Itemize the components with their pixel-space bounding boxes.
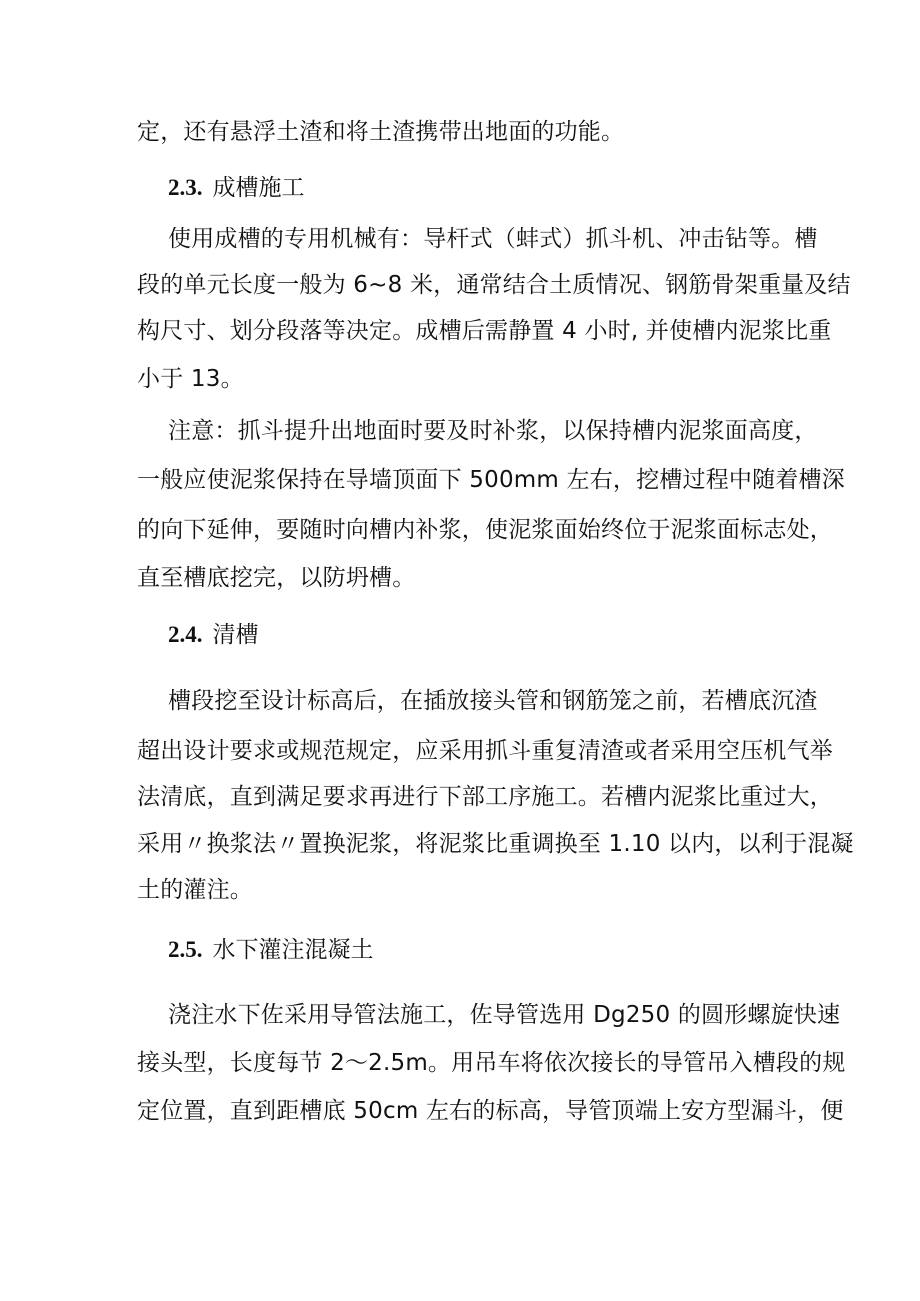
- section-heading-2-3: [168, 173, 305, 203]
- paragraph-line: 使用成槽的专用机械有：导杆式（蚌式）抓斗机、冲击钻等。槽: [168, 226, 818, 252]
- paragraph-line: 注意：抓斗提升出地面时要及时补浆，以保持槽内泥浆面高度，: [168, 418, 818, 444]
- paragraph-line: 小于 13。: [137, 366, 244, 392]
- paragraph-line: 段的单元长度一般为 6~8 米，通常结合土质情况、钢筋骨架重量及结: [137, 272, 851, 298]
- paragraph-line: 超出设计要求或规范规定，应采用抓斗重复清渣或者采用空压机气举: [137, 738, 833, 764]
- paragraph-line: 槽段挖至设计标高后，在插放接头管和钢筋笼之前，若槽底沉渣: [168, 688, 818, 714]
- section-title: 清槽: [212, 622, 259, 648]
- paragraph-line: 定，还有悬浮土渣和将土渣携带出地面的功能。: [137, 119, 625, 145]
- section-heading-2-4: [168, 620, 259, 650]
- paragraph-line: 浇注水下佐采用导管法施工，佐导管选用 Dg250 的圆形螺旋快速: [168, 1002, 841, 1028]
- paragraph-line: 法清底，直到满足要求再进行下部工序施工。若槽内泥浆比重过大，: [137, 784, 833, 810]
- section-title: 成槽施工: [212, 175, 305, 201]
- section-number: 2.5.: [168, 937, 203, 962]
- section-number: 2.3.: [168, 175, 203, 200]
- paragraph-line: 构尺寸、划分段落等决定。成槽后需静置 4 小时, 并使槽内泥浆比重: [137, 318, 832, 344]
- paragraph-line: 接头型，长度每节 2～2.5m。用吊车将依次接长的导管吊入槽段的规: [137, 1050, 846, 1076]
- section-title: 水下灌注混凝土: [212, 937, 374, 963]
- paragraph-line: 土的灌注。: [137, 877, 253, 903]
- section-heading-2-5: [168, 935, 374, 965]
- paragraph-line: 直至槽底挖完，以防坍槽。: [137, 565, 416, 591]
- paragraph-line: 采用〃换浆法〃置换泥浆，将泥浆比重调换至 1.10 以内，以利于混凝: [137, 831, 854, 857]
- paragraph-line: 的向下延伸，要随时向槽内补浆，使泥浆面始终位于泥浆面标志处，: [137, 517, 833, 543]
- paragraph-line: 一般应使泥浆保持在导墙顶面下 500mm 左右，挖槽过程中随着槽深: [137, 467, 845, 493]
- section-number: 2.4.: [168, 622, 203, 647]
- paragraph-line: 定位置，直到距槽底 50cm 左右的标高，导管顶端上安方型漏斗，便: [137, 1098, 844, 1124]
